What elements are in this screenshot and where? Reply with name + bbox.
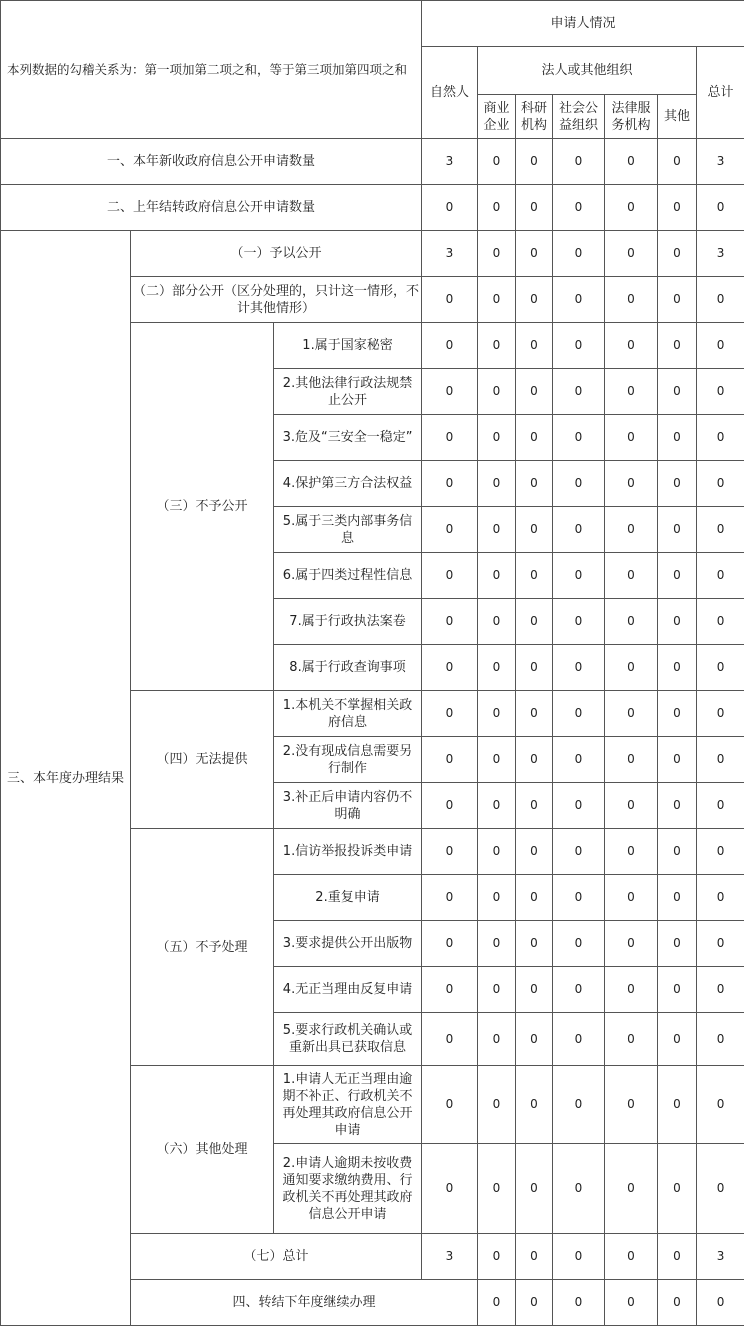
value-cell: 0 <box>697 829 744 875</box>
value-cell: 0 <box>516 829 553 875</box>
value-cell: 0 <box>422 507 478 553</box>
row-label: （七）总计 <box>131 1234 422 1280</box>
value-cell: 0 <box>605 323 658 369</box>
value-cell: 0 <box>553 691 605 737</box>
value-cell: 0 <box>553 507 605 553</box>
value-cell: 0 <box>516 1144 553 1234</box>
value-cell: 0 <box>605 737 658 783</box>
value-cell: 0 <box>478 185 516 231</box>
row-label: 二、上年结转政府信息公开申请数量 <box>1 185 422 231</box>
value-cell: 0 <box>553 783 605 829</box>
value-cell: 0 <box>478 783 516 829</box>
value-cell: 0 <box>478 507 516 553</box>
value-cell: 0 <box>605 231 658 277</box>
header-legal-org: 法人或其他组织 <box>478 47 697 95</box>
value-cell: 0 <box>553 599 605 645</box>
value-cell: 0 <box>605 967 658 1013</box>
value-cell: 0 <box>605 1066 658 1144</box>
value-cell: 0 <box>605 139 658 185</box>
value-cell: 0 <box>553 553 605 599</box>
value-cell: 0 <box>697 415 744 461</box>
value-cell: 0 <box>478 645 516 691</box>
group-label: （三）不予公开 <box>131 323 274 691</box>
value-cell: 0 <box>658 415 697 461</box>
value-cell: 0 <box>553 645 605 691</box>
value-cell: 0 <box>516 277 553 323</box>
value-cell: 0 <box>697 737 744 783</box>
value-cell: 0 <box>605 1280 658 1326</box>
value-cell: 0 <box>516 645 553 691</box>
value-cell: 0 <box>553 1280 605 1326</box>
value-cell: 0 <box>697 1144 744 1234</box>
value-cell: 0 <box>422 921 478 967</box>
row-label: 3.要求提供公开出版物 <box>274 921 422 967</box>
value-cell: 0 <box>478 277 516 323</box>
value-cell: 0 <box>605 461 658 507</box>
value-cell: 0 <box>422 599 478 645</box>
value-cell: 0 <box>478 737 516 783</box>
value-cell: 0 <box>516 967 553 1013</box>
relation-note: 本列数据的勾稽关系为：第一项加第二项之和，等于第三项加第四项之和 <box>1 1 422 139</box>
value-cell: 0 <box>553 829 605 875</box>
header-commercial: 商业企业 <box>478 95 516 139</box>
value-cell: 3 <box>697 231 744 277</box>
value-cell: 0 <box>422 369 478 415</box>
value-cell: 0 <box>697 323 744 369</box>
row-label: 7.属于行政执法案卷 <box>274 599 422 645</box>
value-cell: 0 <box>658 691 697 737</box>
row-label: 3.危及“三安全一稳定” <box>274 415 422 461</box>
row-label: 5.要求行政机关确认或重新出具已获取信息 <box>274 1013 422 1066</box>
row-label: 4.保护第三方合法权益 <box>274 461 422 507</box>
value-cell: 0 <box>553 139 605 185</box>
value-cell: 0 <box>697 277 744 323</box>
value-cell: 0 <box>658 553 697 599</box>
header-other: 其他 <box>658 95 697 139</box>
value-cell: 0 <box>658 139 697 185</box>
header-applicant: 申请人情况 <box>422 1 744 47</box>
value-cell: 0 <box>605 829 658 875</box>
row-label: 2.重复申请 <box>274 875 422 921</box>
value-cell: 0 <box>422 875 478 921</box>
value-cell: 0 <box>478 829 516 875</box>
value-cell: 0 <box>658 1144 697 1234</box>
value-cell: 0 <box>658 921 697 967</box>
value-cell: 0 <box>605 921 658 967</box>
value-cell: 0 <box>516 1013 553 1066</box>
value-cell: 0 <box>422 1066 478 1144</box>
value-cell: 0 <box>658 783 697 829</box>
value-cell: 0 <box>697 645 744 691</box>
value-cell: 0 <box>697 875 744 921</box>
table-row <box>1 185 744 231</box>
value-cell: 0 <box>478 691 516 737</box>
value-cell: 0 <box>516 323 553 369</box>
value-cell: 0 <box>478 967 516 1013</box>
value-cell: 0 <box>516 461 553 507</box>
value-cell: 0 <box>658 875 697 921</box>
value-cell: 0 <box>658 1234 697 1280</box>
value-cell: 0 <box>478 875 516 921</box>
table-row <box>1 231 744 277</box>
value-cell: 0 <box>697 185 744 231</box>
value-cell: 0 <box>605 507 658 553</box>
value-cell: 0 <box>553 1066 605 1144</box>
row-label: 1.本机关不掌握相关政府信息 <box>274 691 422 737</box>
value-cell: 0 <box>697 461 744 507</box>
value-cell: 0 <box>553 1013 605 1066</box>
value-cell: 0 <box>516 507 553 553</box>
value-cell: 0 <box>658 461 697 507</box>
value-cell: 0 <box>478 415 516 461</box>
row-label: 2.申请人逾期未按收费通知要求缴纳费用、行政机关不再处理其政府信息公开申请 <box>274 1144 422 1234</box>
value-cell: 0 <box>422 415 478 461</box>
table-row <box>1 139 744 185</box>
value-cell: 0 <box>658 185 697 231</box>
value-cell: 0 <box>605 645 658 691</box>
value-cell: 0 <box>478 461 516 507</box>
header-social: 社会公益组织 <box>553 95 605 139</box>
value-cell: 0 <box>605 875 658 921</box>
section3-label: 三、本年度办理结果 <box>1 231 131 1326</box>
value-cell: 0 <box>697 553 744 599</box>
value-cell: 0 <box>516 553 553 599</box>
value-cell: 0 <box>605 691 658 737</box>
value-cell: 0 <box>605 185 658 231</box>
value-cell: 0 <box>697 691 744 737</box>
header-legal-service: 法律服务机构 <box>605 95 658 139</box>
value-cell: 0 <box>422 553 478 599</box>
value-cell: 0 <box>422 645 478 691</box>
value-cell: 0 <box>516 691 553 737</box>
value-cell: 0 <box>658 1013 697 1066</box>
value-cell: 0 <box>516 231 553 277</box>
value-cell: 0 <box>658 829 697 875</box>
value-cell: 0 <box>697 967 744 1013</box>
row-label: （二）部分公开（区分处理的，只计这一情形，不计其他情形） <box>131 277 422 323</box>
value-cell: 0 <box>478 599 516 645</box>
value-cell: 0 <box>422 461 478 507</box>
row-label: 3.补正后申请内容仍不明确 <box>274 783 422 829</box>
row-label: 1.申请人无正当理由逾期不补正、行政机关不再处理其政府信息公开申请 <box>274 1066 422 1144</box>
value-cell: 0 <box>553 369 605 415</box>
value-cell: 0 <box>478 1066 516 1144</box>
value-cell: 3 <box>422 231 478 277</box>
value-cell: 0 <box>658 645 697 691</box>
header-research: 科研机构 <box>516 95 553 139</box>
value-cell: 0 <box>478 1144 516 1234</box>
row-label: 四、转结下年度继续办理 <box>131 1280 478 1326</box>
group-label: （六）其他处理 <box>131 1066 274 1234</box>
value-cell: 0 <box>658 599 697 645</box>
row-label: （一）予以公开 <box>131 231 422 277</box>
value-cell: 0 <box>658 369 697 415</box>
group-label: （五）不予处理 <box>131 829 274 1066</box>
value-cell: 0 <box>605 1234 658 1280</box>
header-natural-person: 自然人 <box>422 47 478 139</box>
value-cell: 0 <box>658 1066 697 1144</box>
value-cell: 0 <box>516 599 553 645</box>
value-cell: 0 <box>422 967 478 1013</box>
value-cell: 0 <box>658 277 697 323</box>
value-cell: 0 <box>605 1144 658 1234</box>
row-label: 5.属于三类内部事务信息 <box>274 507 422 553</box>
value-cell: 0 <box>478 1234 516 1280</box>
value-cell: 0 <box>605 415 658 461</box>
row-label: 4.无正当理由反复申请 <box>274 967 422 1013</box>
group-label: （四）无法提供 <box>131 691 274 829</box>
value-cell: 0 <box>605 277 658 323</box>
value-cell: 0 <box>553 875 605 921</box>
value-cell: 0 <box>516 1280 553 1326</box>
value-cell: 0 <box>553 921 605 967</box>
row-label: 1.信访举报投诉类申请 <box>274 829 422 875</box>
value-cell: 0 <box>478 921 516 967</box>
value-cell: 0 <box>697 1013 744 1066</box>
value-cell: 0 <box>422 185 478 231</box>
value-cell: 0 <box>516 369 553 415</box>
value-cell: 0 <box>697 1280 744 1326</box>
value-cell: 0 <box>422 323 478 369</box>
value-cell: 0 <box>658 507 697 553</box>
value-cell: 0 <box>516 921 553 967</box>
value-cell: 3 <box>697 1234 744 1280</box>
value-cell: 0 <box>516 415 553 461</box>
value-cell: 0 <box>553 185 605 231</box>
value-cell: 0 <box>478 1013 516 1066</box>
row-label: 2.没有现成信息需要另行制作 <box>274 737 422 783</box>
value-cell: 0 <box>422 737 478 783</box>
row-label: 1.属于国家秘密 <box>274 323 422 369</box>
value-cell: 0 <box>553 1144 605 1234</box>
value-cell: 0 <box>697 507 744 553</box>
value-cell: 0 <box>553 1234 605 1280</box>
value-cell: 0 <box>478 139 516 185</box>
value-cell: 0 <box>422 691 478 737</box>
value-cell: 3 <box>422 139 478 185</box>
value-cell: 0 <box>516 185 553 231</box>
value-cell: 0 <box>478 369 516 415</box>
value-cell: 0 <box>658 1280 697 1326</box>
row-label: 2.其他法律行政法规禁止公开 <box>274 369 422 415</box>
value-cell: 0 <box>478 1280 516 1326</box>
value-cell: 0 <box>553 323 605 369</box>
header-total: 总计 <box>697 47 744 139</box>
value-cell: 0 <box>658 231 697 277</box>
value-cell: 0 <box>553 737 605 783</box>
value-cell: 0 <box>516 1234 553 1280</box>
value-cell: 0 <box>553 277 605 323</box>
value-cell: 0 <box>516 875 553 921</box>
value-cell: 0 <box>658 323 697 369</box>
value-cell: 0 <box>478 553 516 599</box>
row-label: 8.属于行政查询事项 <box>274 645 422 691</box>
value-cell: 0 <box>553 415 605 461</box>
value-cell: 0 <box>422 277 478 323</box>
value-cell: 0 <box>605 783 658 829</box>
value-cell: 0 <box>697 599 744 645</box>
value-cell: 0 <box>697 369 744 415</box>
value-cell: 0 <box>422 783 478 829</box>
value-cell: 0 <box>422 1013 478 1066</box>
value-cell: 0 <box>553 967 605 1013</box>
row-label: 一、本年新收政府信息公开申请数量 <box>1 139 422 185</box>
value-cell: 0 <box>605 369 658 415</box>
value-cell: 0 <box>553 231 605 277</box>
value-cell: 0 <box>697 783 744 829</box>
value-cell: 0 <box>553 461 605 507</box>
value-cell: 0 <box>516 783 553 829</box>
value-cell: 0 <box>605 599 658 645</box>
value-cell: 0 <box>422 829 478 875</box>
value-cell: 0 <box>697 1066 744 1144</box>
value-cell: 0 <box>422 1144 478 1234</box>
value-cell: 0 <box>516 737 553 783</box>
value-cell: 0 <box>516 139 553 185</box>
value-cell: 0 <box>697 921 744 967</box>
value-cell: 0 <box>478 231 516 277</box>
value-cell: 0 <box>605 553 658 599</box>
value-cell: 0 <box>516 1066 553 1144</box>
value-cell: 0 <box>658 967 697 1013</box>
value-cell: 0 <box>478 323 516 369</box>
value-cell: 3 <box>422 1234 478 1280</box>
value-cell: 0 <box>605 1013 658 1066</box>
value-cell: 0 <box>658 737 697 783</box>
value-cell: 3 <box>697 139 744 185</box>
row-label: 6.属于四类过程性信息 <box>274 553 422 599</box>
